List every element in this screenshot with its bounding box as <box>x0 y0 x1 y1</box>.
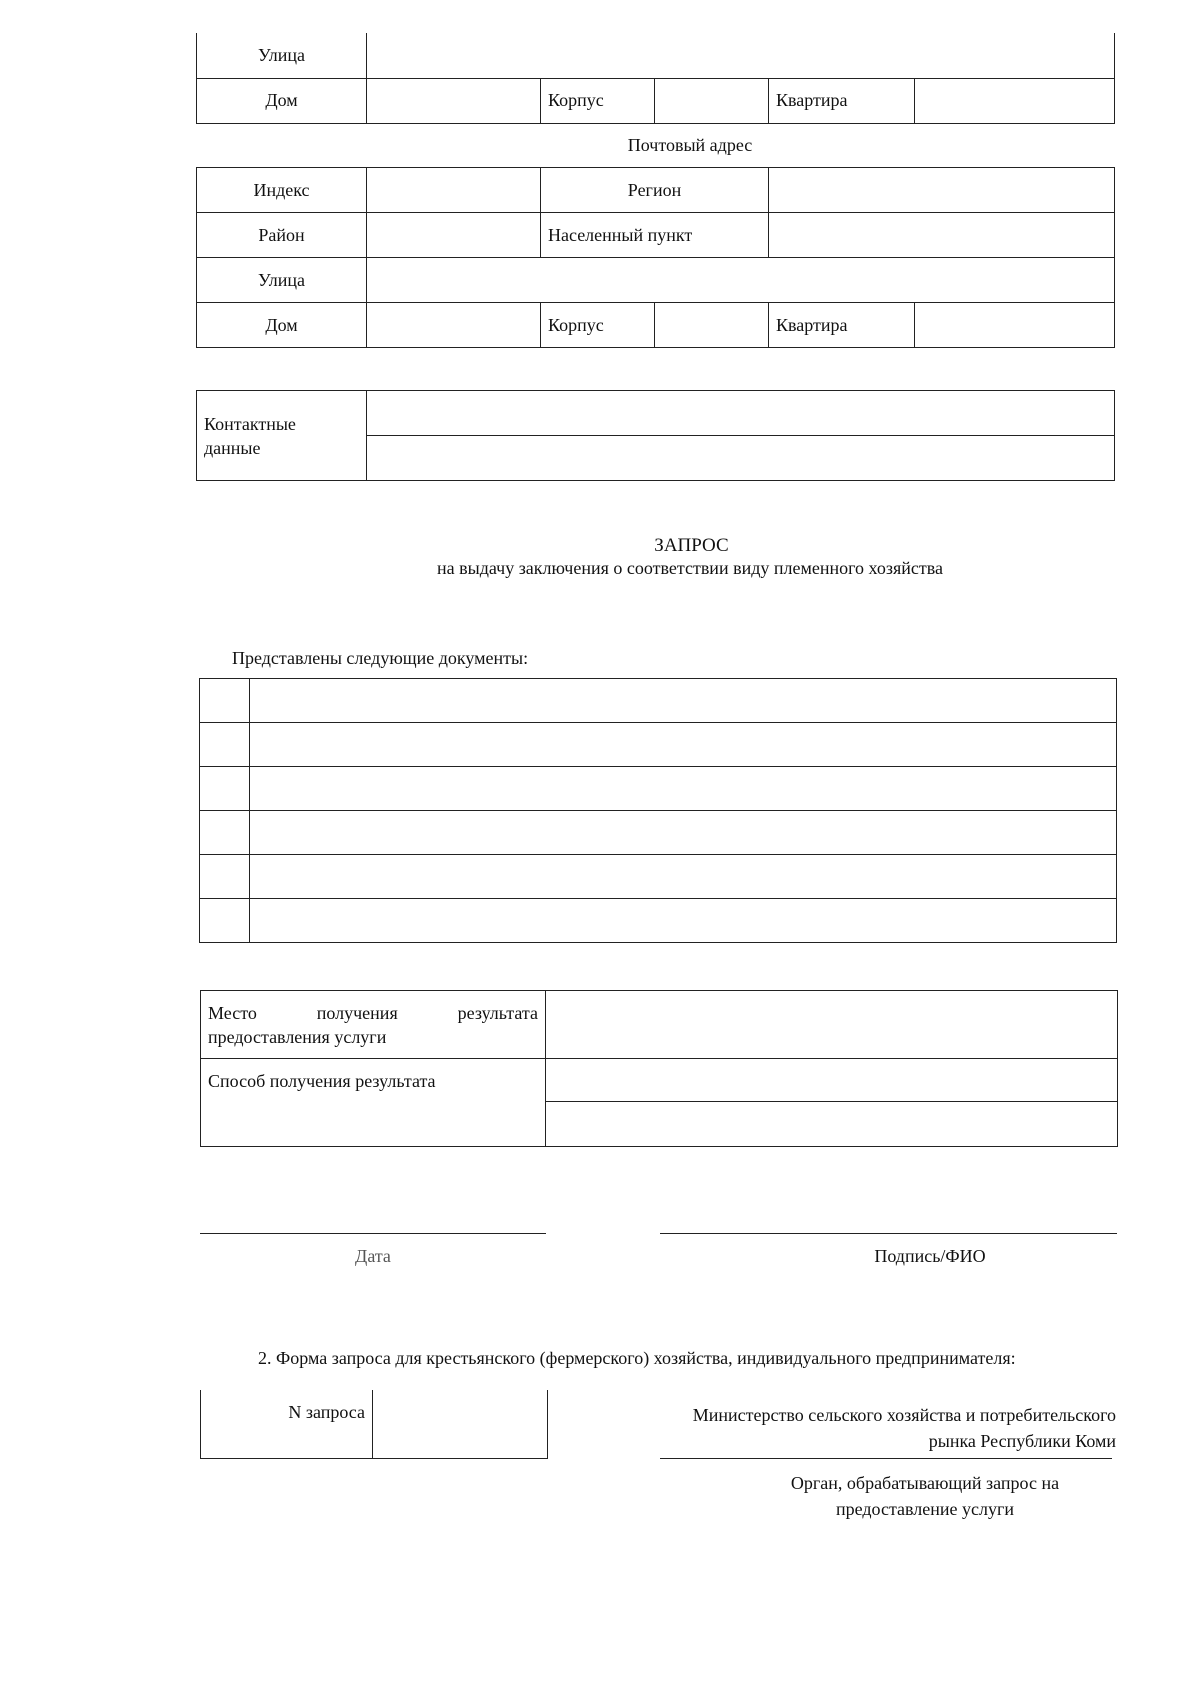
request-title: ЗАПРОС <box>654 535 729 556</box>
date-line[interactable] <box>200 1233 546 1234</box>
request-number-label: N запроса <box>201 1390 373 1458</box>
result-table <box>200 990 1118 1147</box>
doc-number-cell[interactable] <box>200 767 250 811</box>
house-input[interactable] <box>367 78 541 123</box>
doc-name-cell[interactable] <box>250 899 1117 943</box>
result-method-input-2[interactable] <box>546 1102 1118 1147</box>
doc-name-cell[interactable] <box>250 811 1117 855</box>
signature-line[interactable] <box>660 1233 1117 1234</box>
address-table <box>196 33 1115 124</box>
documents-table <box>199 678 1117 943</box>
postal-apartment-label: Квартира <box>769 303 915 348</box>
doc-name-cell[interactable] <box>250 723 1117 767</box>
doc-number-cell[interactable] <box>200 679 250 723</box>
result-place-label: Место получения результата предоставления услуги <box>201 991 546 1059</box>
locality-input[interactable] <box>769 213 1115 258</box>
date-label: Дата <box>355 1246 391 1266</box>
index-label: Индекс <box>197 168 367 213</box>
postal-address-table <box>196 167 1115 348</box>
result-place-input[interactable] <box>546 991 1118 1059</box>
doc-number-cell[interactable] <box>200 811 250 855</box>
request-subtitle: на выдачу заключения о соответствии виду племенного хозяйства <box>437 558 943 578</box>
postal-house-label: Дом <box>197 303 367 348</box>
postal-apartment-input[interactable] <box>915 303 1115 348</box>
form2-heading: 2. Форма запроса для крестьянского (фермерского) хозяйства, индивидуального предпринимателя: <box>258 1348 1016 1368</box>
doc-number-cell[interactable] <box>200 723 250 767</box>
organ-caption: Орган, обрабатывающий запрос на предоставление услуги <box>790 1473 1060 1519</box>
apartment-label: Квартира <box>769 78 915 123</box>
street-label: Улица <box>197 33 367 78</box>
result-method-input-1[interactable] <box>546 1059 1118 1102</box>
doc-name-cell[interactable] <box>250 855 1117 899</box>
doc-name-cell[interactable] <box>250 767 1117 811</box>
doc-number-cell[interactable] <box>200 855 250 899</box>
postal-address-title: Почтовый адрес <box>627 135 753 155</box>
apartment-input[interactable] <box>915 78 1115 123</box>
contacts-table <box>196 390 1115 481</box>
doc-name-cell[interactable] <box>250 679 1117 723</box>
house-label: Дом <box>197 78 367 123</box>
ministry-name: Министерство сельского хозяйства и потребительского рынка Республики Коми <box>692 1405 1116 1451</box>
building-label: Корпус <box>541 78 655 123</box>
doc-number-cell[interactable] <box>200 899 250 943</box>
ministry-line <box>660 1458 1112 1459</box>
postal-building-label: Корпус <box>541 303 655 348</box>
contacts-input-1[interactable] <box>367 391 1115 436</box>
contacts-input-2[interactable] <box>367 436 1115 481</box>
postal-house-input[interactable] <box>367 303 541 348</box>
index-input[interactable] <box>367 168 541 213</box>
building-input[interactable] <box>655 78 769 123</box>
postal-building-input[interactable] <box>655 303 769 348</box>
region-input[interactable] <box>769 168 1115 213</box>
signature-label: Подпись/ФИО <box>874 1246 986 1266</box>
street-input[interactable] <box>367 33 1115 78</box>
request-number-input[interactable] <box>373 1390 548 1458</box>
locality-label: Населенный пункт <box>541 213 769 258</box>
request-number-table <box>200 1390 548 1459</box>
contacts-label: Контактные данные <box>197 391 367 481</box>
result-method-label: Способ получения результата <box>201 1059 546 1147</box>
region-label: Регион <box>541 168 769 213</box>
postal-street-input[interactable] <box>367 258 1115 303</box>
district-input[interactable] <box>367 213 541 258</box>
postal-street-label: Улица <box>197 258 367 303</box>
district-label: Район <box>197 213 367 258</box>
documents-intro: Представлены следующие документы: <box>232 648 529 668</box>
